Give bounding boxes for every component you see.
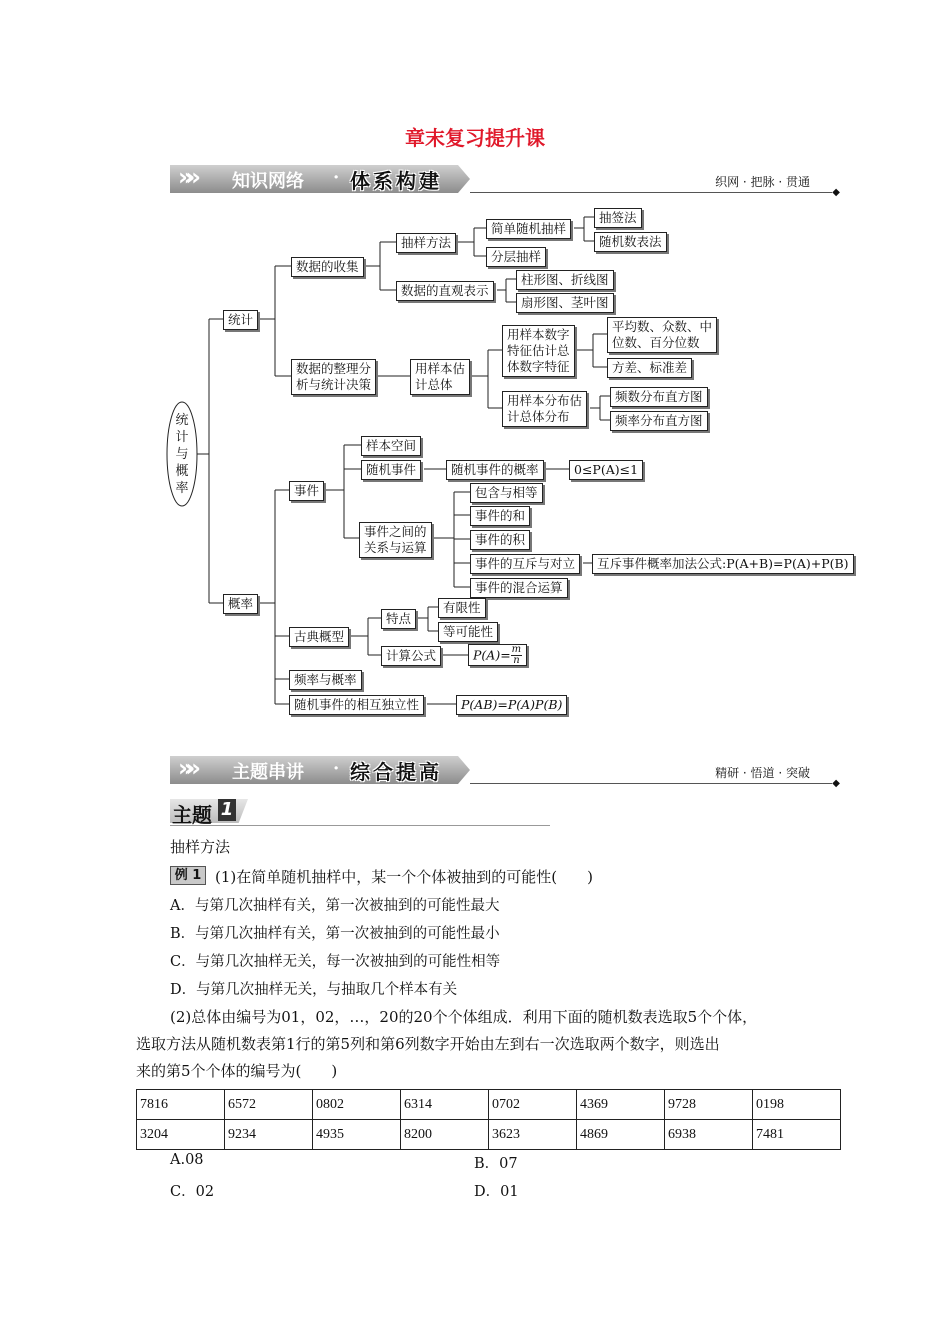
q1-option-d: D．与第几次抽样无关，与抽取几个样本有关 [170, 982, 458, 998]
formula-numerator: m [511, 644, 522, 655]
question-2-line2: 选取方法从随机数表第1行的第5列和第6列数字开始由左到右一次选取两个数字，则选出 [136, 1035, 720, 1053]
formula-denominator: n [513, 655, 520, 666]
node-features: 特点 [381, 609, 416, 629]
table-cell: 6314 [401, 1090, 489, 1120]
table-cell: 0198 [753, 1090, 841, 1120]
banner-tagline: 精研 · 悟道 · 突破 [715, 766, 810, 780]
table-cell: 3623 [489, 1120, 577, 1150]
q2-option-a: A.08 [170, 1152, 204, 1168]
table-cell: 6572 [225, 1090, 313, 1120]
q2-option-c: C．02 [170, 1184, 215, 1200]
q1-option-a: A．与第几次抽样有关，第一次被抽到的可能性最大 [170, 898, 500, 914]
node-indep: 随机事件的相互独立性 [289, 695, 424, 715]
node-indep-formula: P(AB)=P(A)P(B) [456, 695, 567, 715]
banner-bold-text: 体系构建 [350, 169, 442, 193]
node-exclusive: 事件的互斥与对立 [470, 554, 580, 574]
q2-option-b: B．07 [474, 1156, 518, 1172]
diamond-icon: ◆ [832, 187, 840, 198]
table-cell: 7816 [137, 1090, 225, 1120]
node-equal: 等可能性 [438, 622, 498, 642]
node-inclusion: 包含与相等 [470, 483, 543, 503]
node-relation [359, 522, 432, 558]
table-cell: 7481 [753, 1120, 841, 1150]
table-cell: 0702 [489, 1090, 577, 1120]
table-cell: 4869 [577, 1120, 665, 1150]
table-cell: 3204 [137, 1120, 225, 1150]
chevron-right-icon: »» [178, 754, 194, 782]
node-classical: 古典概型 [289, 627, 349, 647]
node-probrange: 0≤P(A)≤1 [569, 460, 643, 480]
banner-left-text: 知识网络 [232, 171, 304, 192]
table-row [137, 1120, 841, 1150]
node-freqhist: 频数分布直方图 [610, 387, 708, 407]
table-cell: 4369 [577, 1090, 665, 1120]
node-bar-line: 柱形图、折线图 [516, 270, 614, 290]
table-cell: 6938 [665, 1120, 753, 1150]
node-srs: 简单随机抽样 [486, 219, 571, 239]
node-numfeat [502, 325, 575, 377]
node-randprob: 随机事件的概率 [446, 460, 544, 480]
topic-heading [170, 799, 550, 826]
node-mixed: 事件的混合运算 [470, 578, 568, 598]
node-means-line2: 位数、百分位数 [612, 335, 700, 350]
banner-dot: · [333, 167, 340, 188]
q1-option-c: C．与第几次抽样无关，每一次被抽到的可能性相等 [170, 954, 501, 970]
node-estimate [410, 359, 470, 395]
node-relation-line2: 关系与运算 [364, 540, 427, 555]
node-stratified: 分层抽样 [486, 247, 546, 267]
node-randtable: 随机数表法 [594, 232, 667, 252]
node-product: 事件的积 [470, 530, 530, 550]
table-cell: 0802 [313, 1090, 401, 1120]
banner-rule [470, 783, 832, 784]
node-collect: 数据的收集 [291, 257, 364, 277]
table-cell: 4935 [313, 1120, 401, 1150]
root-node: 统计与概率 [175, 413, 189, 496]
page-title: 章末复习提升课 [405, 126, 545, 150]
question-1: (1)在简单随机抽样中，某一个个体被抽到的可能性( ) [215, 868, 593, 886]
node-variance: 方差、标准差 [607, 358, 692, 378]
table-cell: 9728 [665, 1090, 753, 1120]
node-analysis [291, 359, 376, 395]
node-addition: 互斥事件概率加法公式:P(A+B)=P(A)+P(B) [592, 554, 854, 574]
node-means [607, 317, 717, 353]
node-formula: 计算公式 [381, 646, 441, 666]
node-analysis-line2: 析与统计决策 [296, 377, 372, 392]
banner-bold-text: 综合提高 [350, 760, 442, 784]
diamond-icon: ◆ [832, 778, 840, 789]
question-2-line3: 来的第5个个体的编号为( ) [136, 1062, 338, 1080]
node-pie-stem: 扇形图、茎叶图 [516, 293, 614, 313]
banner-dot: · [333, 758, 340, 779]
node-prob: 概率 [223, 594, 258, 614]
node-relation-line1: 事件之间的 [364, 524, 427, 539]
node-lot: 抽签法 [594, 208, 642, 228]
node-dist-line2: 计总体分布 [507, 409, 570, 424]
node-estimate-line1: 用样本估 [415, 361, 466, 376]
node-space: 样本空间 [361, 436, 421, 456]
node-formula-value [468, 644, 527, 666]
node-union: 事件的和 [470, 506, 530, 526]
example-tag: 例 1 [170, 866, 206, 885]
table-row [137, 1090, 841, 1120]
question-2-line1: (2)总体由编号为01，02，…，20的20个个体组成．利用下面的随机数表选取5个个体， [170, 1008, 758, 1026]
node-estimate-line2: 计总体 [415, 377, 453, 392]
banner-left-text: 主题串讲 [232, 762, 304, 783]
table-cell: 9234 [225, 1120, 313, 1150]
formula-lhs: P(A)= [473, 647, 511, 663]
banner-tagline: 织网 · 把脉 · 贯通 [715, 175, 810, 189]
node-stats: 统计 [223, 310, 258, 330]
chevron-right-icon: »» [178, 163, 194, 191]
node-sampling: 抽样方法 [396, 233, 456, 253]
topic-number: 1 [218, 799, 236, 821]
topic-label: 主题 [172, 803, 212, 827]
node-means-line1: 平均数、众数、中 [612, 319, 713, 334]
q1-option-b: B．与第几次抽样有关，第一次被抽到的可能性最小 [170, 926, 500, 942]
node-randevent: 随机事件 [361, 460, 421, 480]
topic-name: 抽样方法 [170, 838, 231, 856]
q2-option-d: D．01 [474, 1184, 519, 1200]
node-dist-line1: 用样本分布估 [507, 393, 583, 408]
random-number-table [136, 1089, 841, 1150]
node-event: 事件 [289, 481, 324, 501]
node-analysis-line1: 数据的整理分 [296, 361, 372, 376]
section-banner-topics [170, 754, 840, 789]
formula-fraction [511, 645, 522, 666]
node-numfeat-line3: 体数字特征 [507, 359, 570, 374]
node-visual: 数据的直观表示 [396, 281, 494, 301]
node-freq: 频率与概率 [289, 670, 362, 690]
node-finite: 有限性 [438, 598, 486, 618]
node-dist [502, 391, 587, 427]
table-cell: 8200 [401, 1120, 489, 1150]
node-numfeat-line1: 用样本数字 [507, 327, 570, 342]
node-ratehist: 频率分布直方图 [610, 411, 708, 431]
node-numfeat-line2: 特征估计总 [507, 343, 570, 358]
